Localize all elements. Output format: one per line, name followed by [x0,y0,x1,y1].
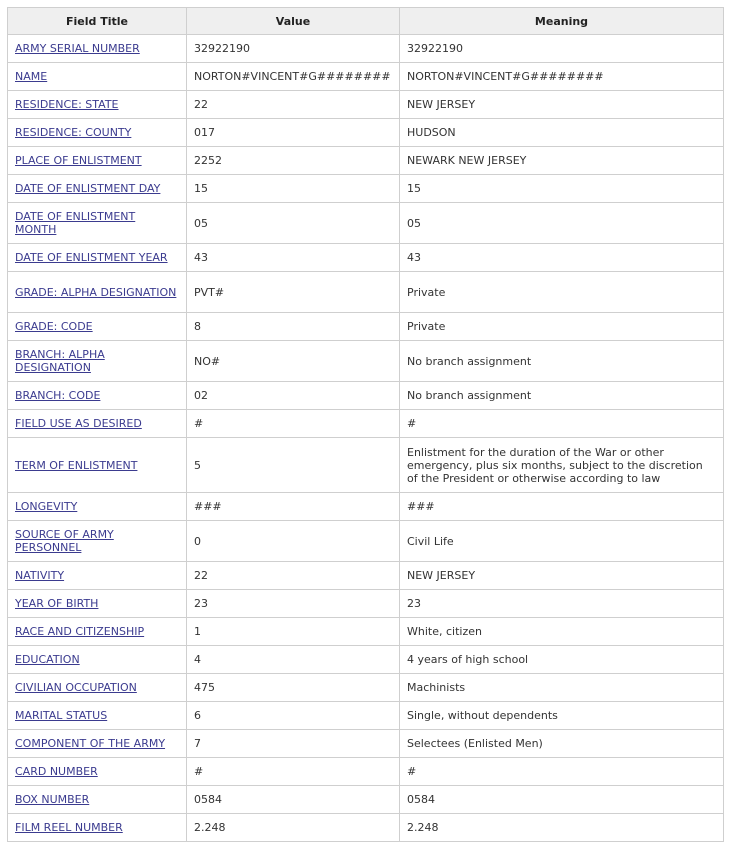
meaning-cell: Single, without dependents [400,702,724,730]
field-title-link[interactable]: RESIDENCE: COUNTY [15,126,132,139]
table-row [8,618,724,646]
field-title-link[interactable]: YEAR OF BIRTH [15,597,99,610]
value-cell: 2252 [187,147,400,175]
value-cell: ### [187,493,400,521]
field-title-link[interactable]: GRADE: CODE [15,320,93,333]
table-row [8,119,724,147]
table-row [8,674,724,702]
table-row [8,175,724,203]
field-title-cell [8,63,187,91]
value-cell: 1 [187,618,400,646]
value-cell: # [187,410,400,438]
value-cell: 22 [187,91,400,119]
value-cell: PVT# [187,272,400,313]
meaning-cell: Private [400,272,724,313]
field-title-cell [8,814,187,842]
field-title-link[interactable]: FILM REEL NUMBER [15,821,123,834]
meaning-cell: NEWARK NEW JERSEY [400,147,724,175]
table-row [8,244,724,272]
meaning-cell: 4 years of high school [400,646,724,674]
value-cell: 5 [187,438,400,493]
meaning-cell: # [400,410,724,438]
value-cell: 22 [187,562,400,590]
table-row [8,63,724,91]
meaning-cell: Enlistment for the duration of the War or other emergency, plus six months, subject to the discretion of the President or otherwise according to law [400,438,724,493]
header-meaning: Meaning [400,8,724,35]
value-cell: 2.248 [187,814,400,842]
meaning-cell: 23 [400,590,724,618]
header-value: Value [187,8,400,35]
meaning-cell: 05 [400,203,724,244]
table-row [8,272,724,313]
meaning-cell: Civil Life [400,521,724,562]
value-cell: 017 [187,119,400,147]
header-row [8,8,724,35]
value-cell: 475 [187,674,400,702]
field-title-link[interactable]: PLACE OF ENLISTMENT [15,154,142,167]
value-cell: 32922190 [187,35,400,63]
field-title-link[interactable]: COMPONENT OF THE ARMY [15,737,166,750]
meaning-cell: ### [400,493,724,521]
meaning-cell: Selectees (Enlisted Men) [400,730,724,758]
table-row [8,646,724,674]
field-title-link[interactable]: BRANCH: CODE [15,389,101,402]
meaning-cell: NORTON#VINCENT#G######## [400,63,724,91]
meaning-cell: No branch assignment [400,382,724,410]
value-cell: NO# [187,341,400,382]
value-cell: 6 [187,702,400,730]
field-title-link[interactable]: NATIVITY [15,569,65,582]
meaning-cell: NEW JERSEY [400,91,724,119]
field-title-cell [8,244,187,272]
meaning-cell: HUDSON [400,119,724,147]
field-title-cell [8,382,187,410]
value-cell: 0 [187,521,400,562]
field-title-link[interactable]: DATE OF ENLISTMENT DAY [15,182,161,195]
field-title-cell [8,438,187,493]
meaning-cell: NEW JERSEY [400,562,724,590]
meaning-cell: Private [400,313,724,341]
value-cell: 02 [187,382,400,410]
record-table [7,7,724,842]
field-title-cell [8,410,187,438]
table-row [8,382,724,410]
field-title-cell [8,272,187,313]
field-title-link[interactable]: DATE OF ENLISTMENT MONTH [15,210,136,236]
table-row [8,758,724,786]
table-row [8,590,724,618]
table-row [8,562,724,590]
field-title-cell [8,341,187,382]
field-title-cell [8,730,187,758]
field-title-cell [8,674,187,702]
header-field-title: Field Title [8,8,187,35]
field-title-link[interactable]: MARITAL STATUS [15,709,108,722]
field-title-cell [8,786,187,814]
field-title-link[interactable]: BRANCH: ALPHA DESIGNATION [15,348,105,374]
value-cell: 05 [187,203,400,244]
table-row [8,35,724,63]
field-title-cell [8,493,187,521]
table-row [8,147,724,175]
meaning-cell: Machinists [400,674,724,702]
value-cell: 8 [187,313,400,341]
meaning-cell: No branch assignment [400,341,724,382]
field-title-link[interactable]: CARD NUMBER [15,765,98,778]
value-cell: 7 [187,730,400,758]
table-row [8,341,724,382]
value-cell: 4 [187,646,400,674]
field-title-link[interactable]: RESIDENCE: STATE [15,98,119,111]
field-title-link[interactable]: GRADE: ALPHA DESIGNATION [15,285,177,299]
field-title-link[interactable]: SOURCE OF ARMY PERSONNEL [15,528,114,554]
value-cell: # [187,758,400,786]
field-title-link[interactable]: BOX NUMBER [15,793,90,806]
field-title-cell [8,35,187,63]
field-title-link[interactable]: NAME [15,70,48,83]
table-row [8,313,724,341]
field-title-cell [8,590,187,618]
field-title-cell [8,758,187,786]
table-row [8,91,724,119]
field-title-cell [8,702,187,730]
table-row [8,438,724,493]
field-title-link[interactable]: ARMY SERIAL NUMBER [15,42,140,55]
meaning-cell: 0584 [400,786,724,814]
field-title-cell [8,203,187,244]
field-title-cell [8,91,187,119]
table-row [8,203,724,244]
field-title-cell [8,147,187,175]
table-row [8,410,724,438]
field-title-cell [8,119,187,147]
meaning-cell: 32922190 [400,35,724,63]
field-title-cell [8,646,187,674]
field-title-link[interactable]: CIVILIAN OCCUPATION [15,681,137,694]
table-row [8,493,724,521]
value-cell: NORTON#VINCENT#G######## [187,63,400,91]
value-cell: 43 [187,244,400,272]
value-cell: 15 [187,175,400,203]
field-title-link[interactable]: FIELD USE AS DESIRED [15,417,142,430]
field-title-cell [8,562,187,590]
field-title-link[interactable]: DATE OF ENLISTMENT YEAR [15,251,168,264]
value-cell: 0584 [187,786,400,814]
meaning-cell: 2.248 [400,814,724,842]
table-row [8,521,724,562]
value-cell: 23 [187,590,400,618]
field-title-link[interactable]: RACE AND CITIZENSHIP [15,625,145,638]
field-title-cell [8,313,187,341]
field-title-cell [8,618,187,646]
table-row [8,730,724,758]
table-row [8,814,724,842]
meaning-cell: # [400,758,724,786]
meaning-cell: White, citizen [400,618,724,646]
field-title-link[interactable]: TERM OF ENLISTMENT [15,458,138,472]
table-row [8,786,724,814]
table-row [8,702,724,730]
field-title-link[interactable]: EDUCATION [15,653,80,666]
field-title-cell [8,521,187,562]
meaning-cell: 43 [400,244,724,272]
meaning-cell: 15 [400,175,724,203]
field-title-link[interactable]: LONGEVITY [15,500,78,513]
field-title-cell [8,175,187,203]
